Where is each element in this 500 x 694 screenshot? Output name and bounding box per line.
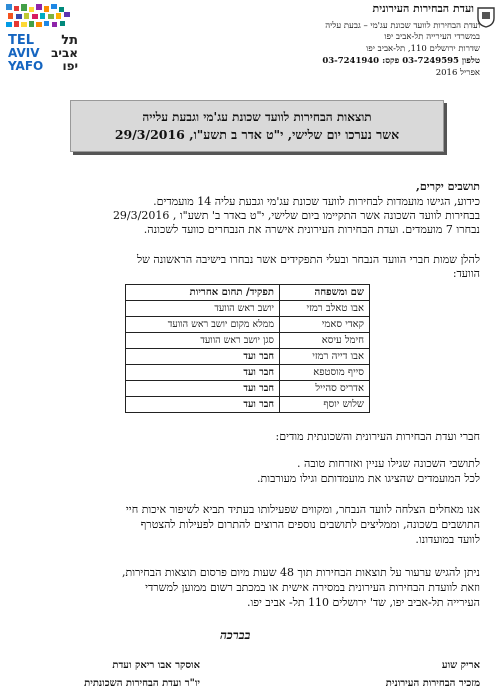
left-signatory-name: אוסקר אבו ריאק ועדת [112,660,200,671]
appeal-line-3: העירייה תל-אביב יפו, שד' ירושלים 110 תל- אביב יפו. [246,596,480,609]
member-name: אדריס סהייל [279,381,369,397]
paragraph-1: כידוע, הגישו מועמדות לבחירות לוועד שכונת עג'מי וגבעת עליה 14 מועמדים. [153,195,480,208]
letterhead-org-name: ועדת הבחירות העירונית [372,2,474,15]
letterhead-line-2: במשרדי העירייה תל-אביב יפו [384,32,480,42]
letterhead-line-1: ועדת הבחירות לוועד שכונת עג'מי – גבעת עליה [325,21,480,31]
greeting: תושבים יקרים, [416,180,480,193]
header-role: תפקיד/ תחום אחריות [126,285,280,301]
member-name: שלוש יוסף [279,397,369,413]
logo-text-he-2: אביב [51,46,78,60]
title-banner [70,100,444,152]
logo-text-tel: TEL [8,33,35,48]
tel-aviv-yafo-logo [6,4,80,80]
thanks-line-2: לכל המועמדים שהציגו את מועמדותם וגילו מעורבות. [257,472,480,485]
thanks-line-1: לתושבי השכונה שגילו עניין ואזרחות טובה . [297,457,480,470]
member-name: אבו טאלב רמזי [279,301,369,317]
member-role: חבר ועד [126,397,280,413]
table-row [126,397,370,413]
member-role: חבר ועד [126,365,280,381]
logo-text-he-1: תל [61,33,78,48]
right-signatory-name: אריק שוע [441,660,480,671]
paragraph-4: להלן שמות חברי הוועד הנבחר ובעלי התפקידים אשר נבחרו בישיבה הראשונה של [136,253,480,266]
left-signatory-title: יו"ר ועדת הבחירות השכונתית [84,678,200,689]
member-name: חימל עיסא [279,333,369,349]
letterhead-line-4: טלפון 03-7249595 פקס: 03-7241940 [322,56,480,66]
paragraph-2: בבחירות לוועד השכונה אשר התקיימו ביום שלישי, י"ט באדר ב' תשע"ו , 29/3/2016 [112,209,480,222]
closing-word: בברכה [220,628,251,642]
member-role: יושב ראש הוועד [126,301,280,317]
letterhead-line-5: אפריל 2016 [435,68,480,78]
wishes-line-3: לוועד במועדונו. [415,533,480,546]
header-name: שם ומשפחה [279,285,369,301]
logo-text-he-3: יפו [62,59,78,73]
member-role: ממלא מקום יושב ראש הוועד [126,317,280,333]
table-header-row [126,285,370,301]
wishes-line-2: התושבים בשכונה, וממליצים לתושבים נוספים הרוצים להתרום לפעילות להצטרף [140,518,480,531]
appeal-line-2: וזאת לוועדת הבחירות העירונית במסירה אישית או במכתב רשום ממוען למשרדי [145,581,480,594]
paragraph-3: נבחרו 7 מועמדים. ועדת הבחירות העירונית אישרה את הנבחרים כוועד לשכונה. [143,223,480,236]
member-role: חבר ועד [126,381,280,397]
thanks-heading: חברי ועדת הבחירות העירונית והשכונתית מודים: [275,430,480,443]
member-name: קאדי סאמי [279,317,369,333]
member-role: חבר ועד [126,349,280,365]
table-row [126,317,370,333]
table-row [126,381,370,397]
table-row [126,333,370,349]
appeal-line-1: ניתן להגיש ערעור על תוצאות הבחירות תוך 48 שעות מיום פרסום תוצאות הבחירות, [121,566,480,579]
logo-text-yafo: YAFO [8,59,44,73]
logo-text-aviv: AVIV [8,46,40,60]
member-role: סגן יושב ראש הוועד [126,333,280,349]
member-name: אבו דייה רמזי [279,349,369,365]
table-row [126,365,370,381]
banner-line-1: תוצאות הבחירות לוועד שכונת עג'מי וגבעת עלייה [142,110,372,124]
table-row [126,349,370,365]
paragraph-4b: הוועד: [452,267,480,280]
table-row [126,301,370,317]
banner-line-2: אשר נערכו יום שלישי, י"ט אדר ב תשע"ו, 29/3/2016 [114,127,400,142]
right-signatory-title: מזכיר הבחירות העירונית [385,678,480,689]
wishes-line-1: אנו מאחלים הצלחה לוועד הנבחר, ומקווים שפעילותו בעתיד תביא לשיפור איכות חיי [125,503,480,516]
member-name: סייף מוסטפא [279,365,369,381]
members-table [125,284,370,413]
letterhead-line-3: שדרות ירושלים 110, תל-אביב יפו [366,44,480,54]
